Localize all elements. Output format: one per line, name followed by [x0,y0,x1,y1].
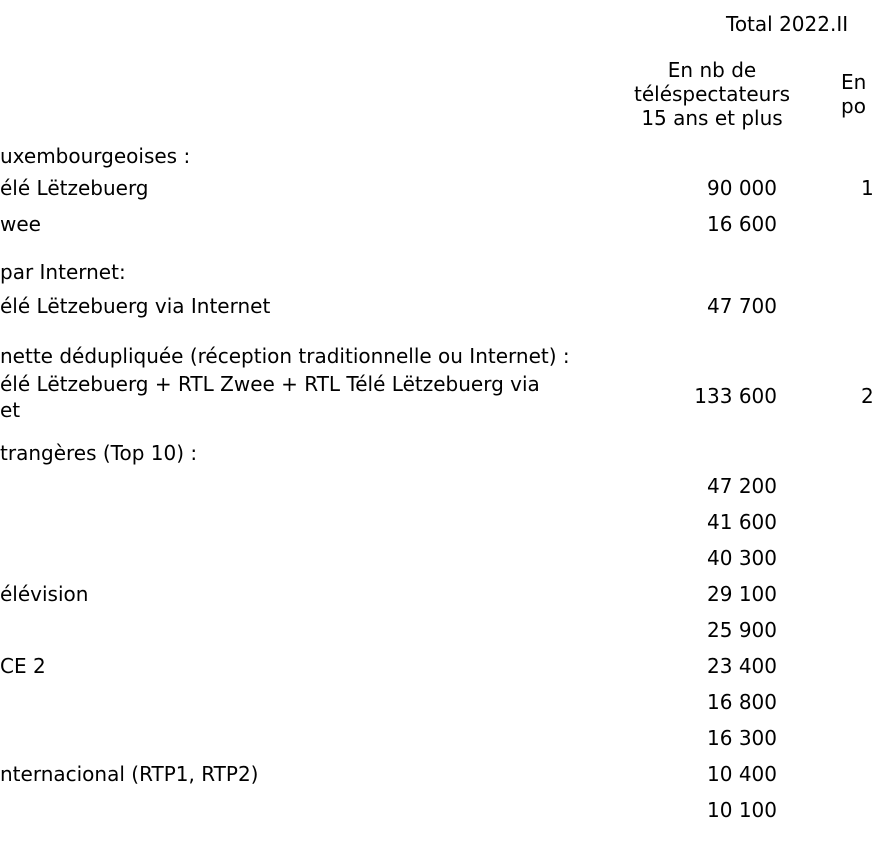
row-value: 41 600 [707,510,777,534]
row-label: CE 2 [0,654,46,678]
row-label: wee [0,212,41,236]
table-title: Total 2022.II [726,12,849,36]
row-value: 16 800 [707,690,777,714]
row-value: 23 400 [707,654,777,678]
column-header-percent [841,70,866,118]
row-value: 40 300 [707,546,777,570]
row-label: élévision [0,582,89,606]
row-value: 47 200 [707,474,777,498]
row-label: élé Lëtzebuerg via Internet [0,294,271,318]
row-value: 10 400 [707,762,777,786]
row-value: 90 000 [707,176,777,200]
row-label: élé Lëtzebuerg [0,176,149,200]
row-value: 47 700 [707,294,777,318]
section-label: par Internet: [0,260,126,284]
section-label: trangères (Top 10) : [0,441,198,465]
column-header-line: téléspectateurs [634,82,790,106]
row-extra: 2 [861,384,874,408]
column-header-viewers [622,58,802,130]
row-value: 16 600 [707,212,777,236]
column-header-line: po [841,94,866,118]
row-label: élé Lëtzebuerg + RTL Zwee + RTL Télé Lëtzebuerg via [0,372,540,396]
column-header-line: En [841,70,867,94]
row-value: 10 100 [707,798,777,822]
column-header-line: 15 ans et plus [641,106,783,130]
row-value: 25 900 [707,618,777,642]
row-value: 16 300 [707,726,777,750]
row-label-continued: et [0,398,21,422]
section-label: nette dédupliquée (réception traditionnelle ou Internet) : [0,344,570,368]
row-value: 29 100 [707,582,777,606]
row-value: 133 600 [694,384,777,408]
section-label: uxembourgeoises : [0,144,191,168]
row-extra: 1 [861,176,874,200]
column-header-line: En nb de [667,58,757,82]
row-label: nternacional (RTP1, RTP2) [0,762,259,786]
